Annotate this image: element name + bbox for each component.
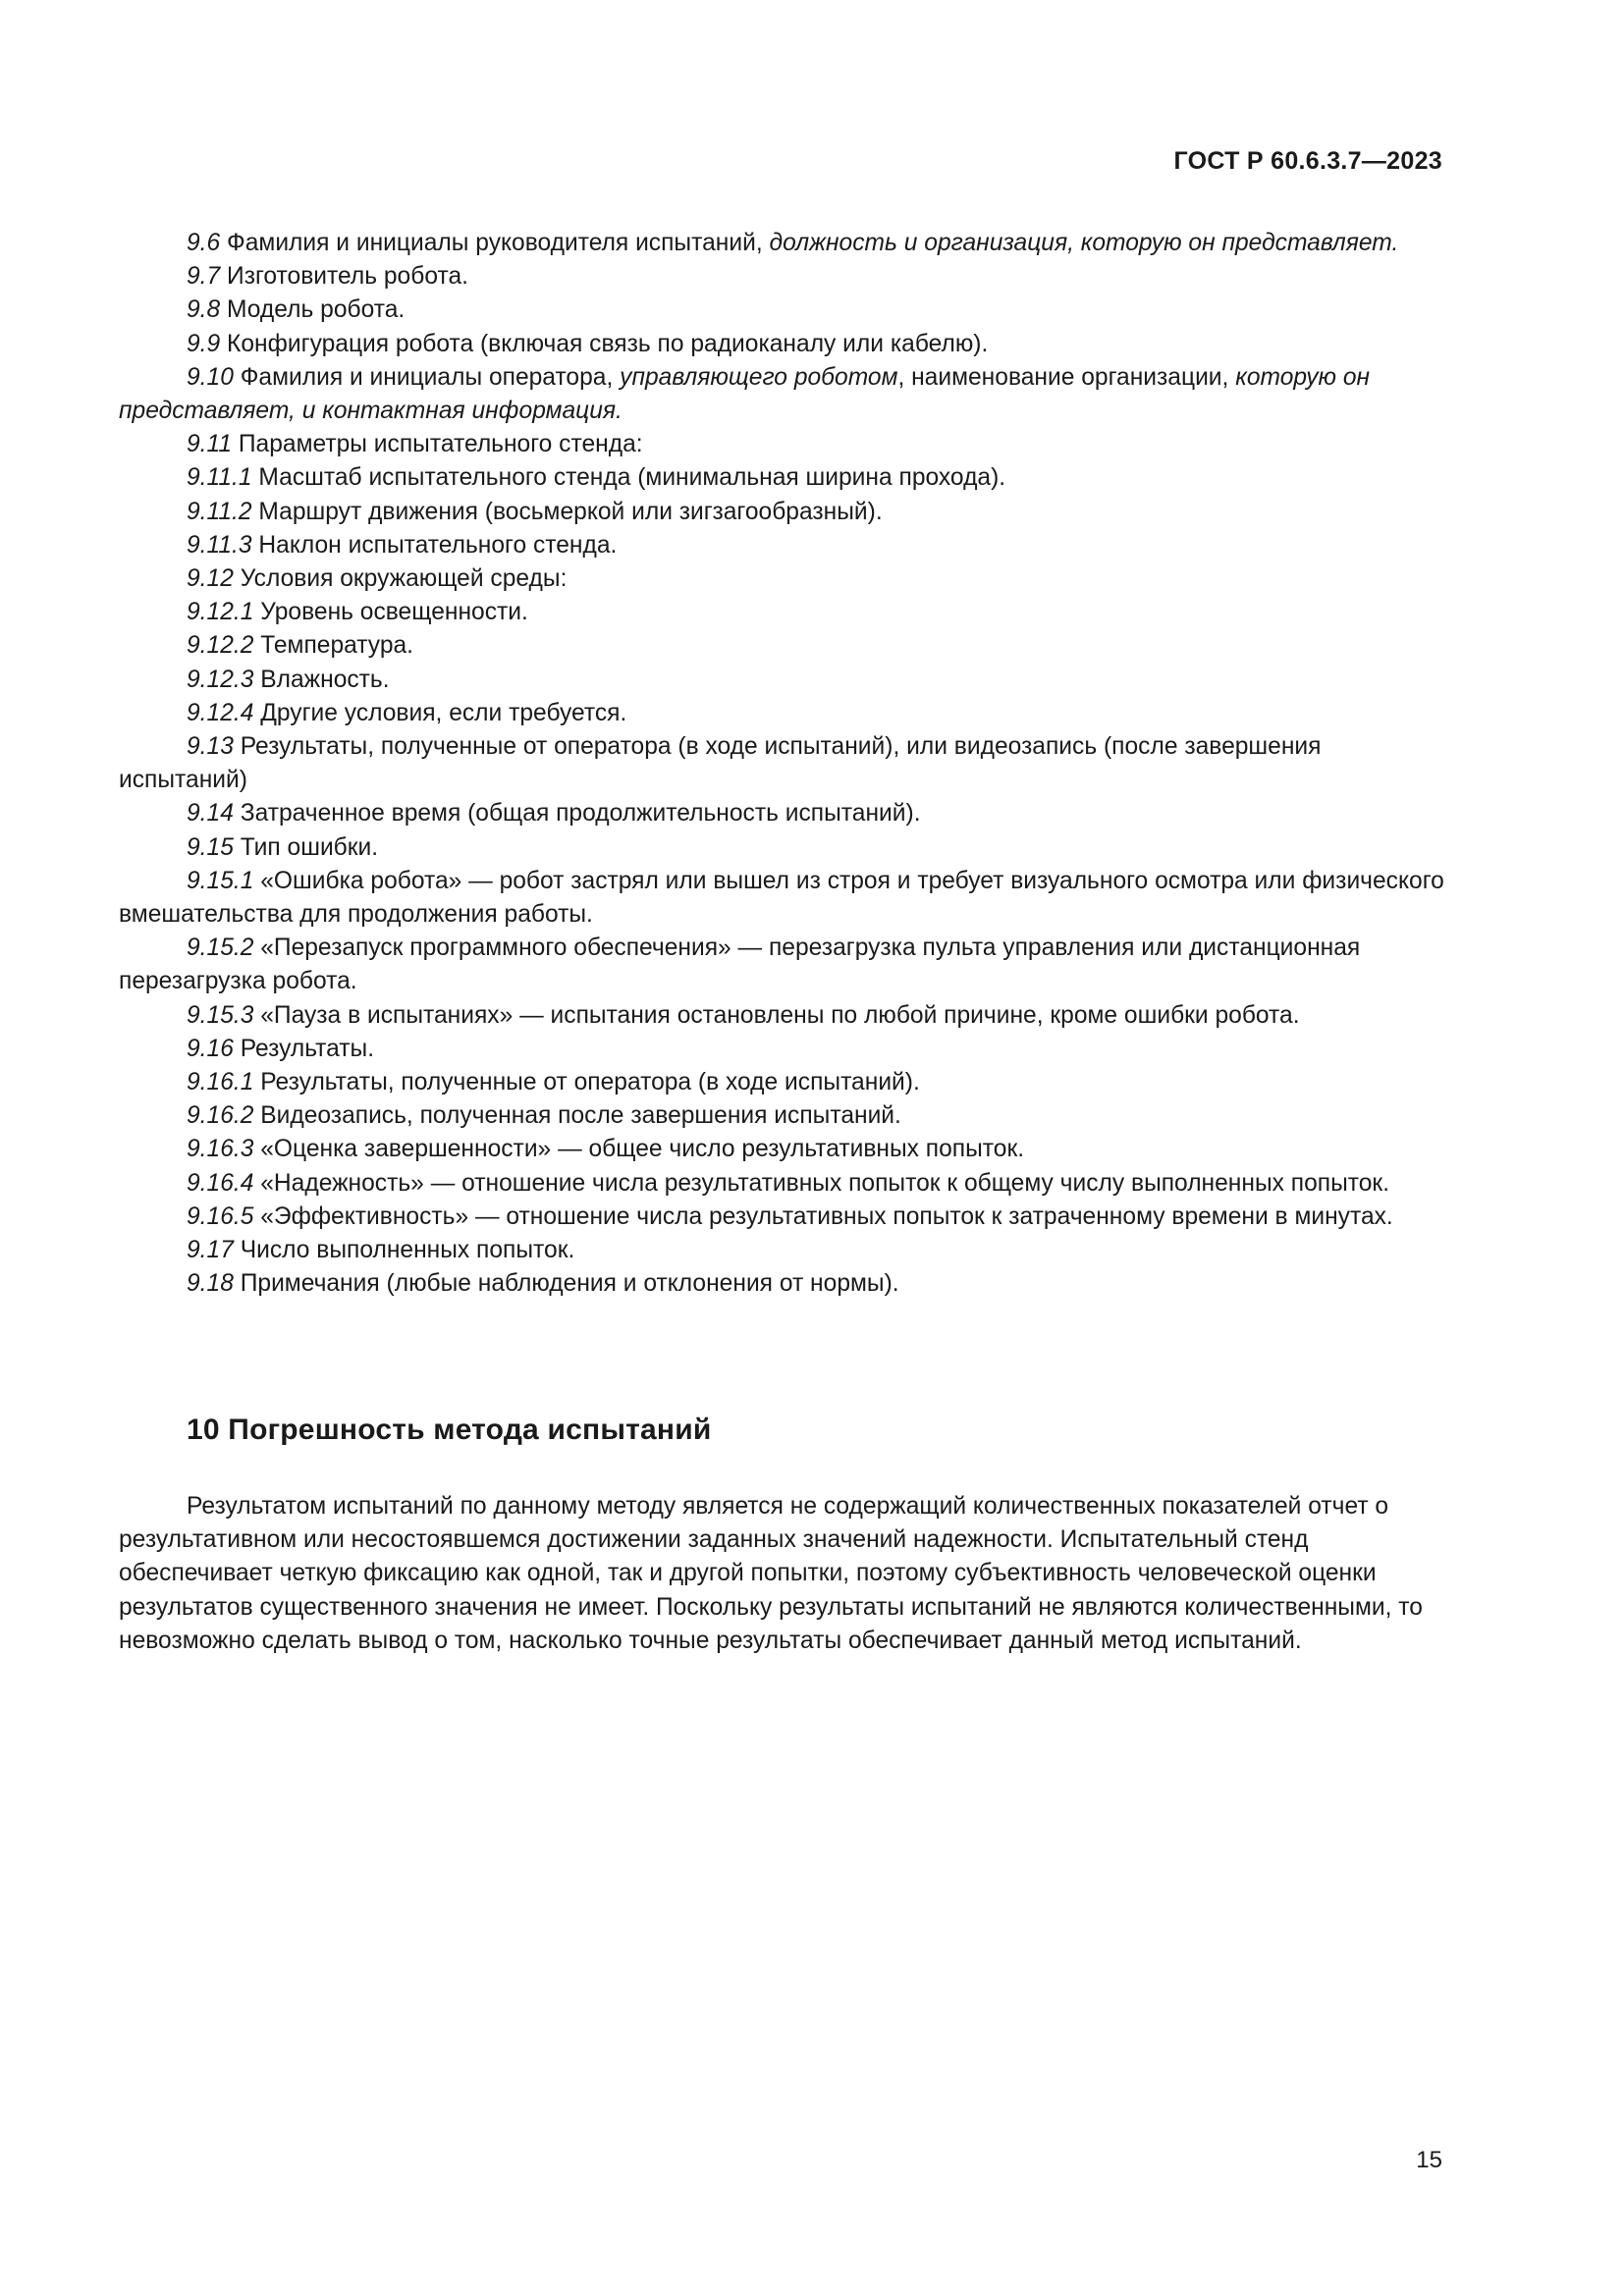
item-number: 9.11.2 [187,498,252,525]
list-item: 9.12.2 Температура. [187,632,414,660]
item-number: 9.11 [187,431,233,458]
item-number: 9.12.2 [187,632,254,660]
list-item: 9.7 Изготовитель робота. [187,263,468,291]
list-item: 9.11 Параметры испытательного стенда: [187,431,643,458]
item-number: 9.7 [187,263,221,291]
list-item: 9.17 Число выполненных попыток. [187,1237,575,1264]
list-item: 9.16.5 «Эффективность» — отношение числа результативных попыток к затраченному времени в минутах. [187,1202,1393,1230]
list-item: 9.11.3 Наклон испытательного стенда. [187,531,618,559]
item-number: 9.16.4 [187,1169,254,1197]
list-item: 9.16.2 Видеозапись, полученная после завершения испытаний. [187,1102,901,1130]
item-number: 9.12.1 [187,599,254,626]
item-number: 9.16.1 [187,1069,254,1096]
item-number: 9.12.3 [187,666,254,693]
item-number: 9.8 [187,296,221,324]
section-10-heading: 10 Погрешность метода испытаний [187,1414,712,1446]
list-item: 9.12 Условия окружающей среды: [187,565,568,593]
section-10-body [119,1490,1445,1658]
list-item: 9.16 Результаты. [187,1035,375,1062]
item-number: 9.9 [187,330,221,357]
list-item: 9.9 Конфигурация робота (включая связь по радиоканалу или кабелю). [187,330,989,357]
item-number: 9.15.1 [187,867,254,894]
item-number: 9.16.5 [187,1202,254,1230]
section-10-paragraph: Результатом испытаний по данному методу является не содержащий количественных показателей отчет о результативном или несостоявшемся достижении заданных значений надежности. Испытательный стенд обеспечивает четкую фиксацию как одной, так и другой попытки, поэтому субъективность человеческой оценки результатов существенного значения не имеет. Поскольку результаты испытаний не являются количественными, то невозможно сделать вывод о том, насколько точные результаты обеспечивает данный метод испытаний. [119,1493,1423,1654]
item-number: 9.11.3 [187,531,252,559]
item-number: 9.14 [187,800,234,828]
item-number: 9.16.3 [187,1136,254,1163]
list-item: 9.12.4 Другие условия, если требуется. [187,699,627,726]
list-item: 9.6 Фамилия и инициалы руководителя испытаний, должность и организация, которую он представляет. [187,230,1399,256]
list-item: 9.10 Фамилия и инициалы оператора, управляющего роботом, наименование организации, которую он представляет, и контактная информация. [119,363,1371,425]
list-item: 9.16.4 «Надежность» — отношение числа результативных попыток к общему числу выполненных попыток. [187,1169,1390,1197]
item-number: 9.17 [187,1237,234,1264]
item-number: 9.13 [187,733,234,761]
item-number: 9.6 [187,230,221,256]
list-item: 9.14 Затраченное время (общая продолжительность испытаний). [187,800,921,828]
standard-code-header: ГОСТ Р 60.6.3.7—2023 [1173,147,1442,175]
list-item: 9.16.1 Результаты, полученные от оператора (в ходе испытаний). [187,1069,920,1096]
item-number: 9.10 [187,363,234,391]
item-number: 9.16.2 [187,1102,254,1130]
item-number: 9.15.2 [187,934,254,962]
item-number: 9.15.3 [187,1001,254,1029]
list-item: 9.11.1 Масштаб испытательного стенда (минимальная ширина прохода). [187,464,1006,492]
item-number: 9.16 [187,1035,234,1062]
list-item: 9.15.1 «Ошибка робота» — робот застрял или вышел из строя и требует визуального осмотра или физического вмешательства для продолжения работы. [119,867,1444,929]
list-item: 9.15.3 «Пауза в испытаниях» — испытания остановлены по любой причине, кроме ошибки робота. [187,1001,1300,1029]
list-item: 9.12.3 Влажность. [187,666,390,693]
list-item: 9.12.1 Уровень освещенности. [187,599,528,626]
list-item: 9.11.2 Маршрут движения (восьмеркой или зигзагообразный). [187,498,883,525]
item-number: 9.12 [187,565,234,593]
list-item: 9.18 Примечания (любые наблюдения и отклонения от нормы). [187,1270,899,1298]
item-number: 9.15 [187,833,234,861]
list-item: 9.13 Результаты, полученные от оператора (в ходе испытаний), или видеозапись (после завершения испытаний) [119,733,1322,794]
item-number: 9.18 [187,1270,234,1298]
item-number: 9.12.4 [187,699,254,726]
list-item: 9.15.2 «Перезапуск программного обеспечения» — перезагрузка пульта управления или дистанционная перезагрузка робота. [119,934,1361,995]
list-item: 9.15 Тип ошибки. [187,833,379,861]
list-item: 9.8 Модель робота. [187,296,406,324]
item-number: 9.11.1 [187,464,252,492]
report-items-list [119,227,1445,1302]
list-item: 9.16.3 «Оценка завершенности» — общее число результативных попыток. [187,1136,1025,1163]
page-number: 15 [1416,2147,1442,2173]
